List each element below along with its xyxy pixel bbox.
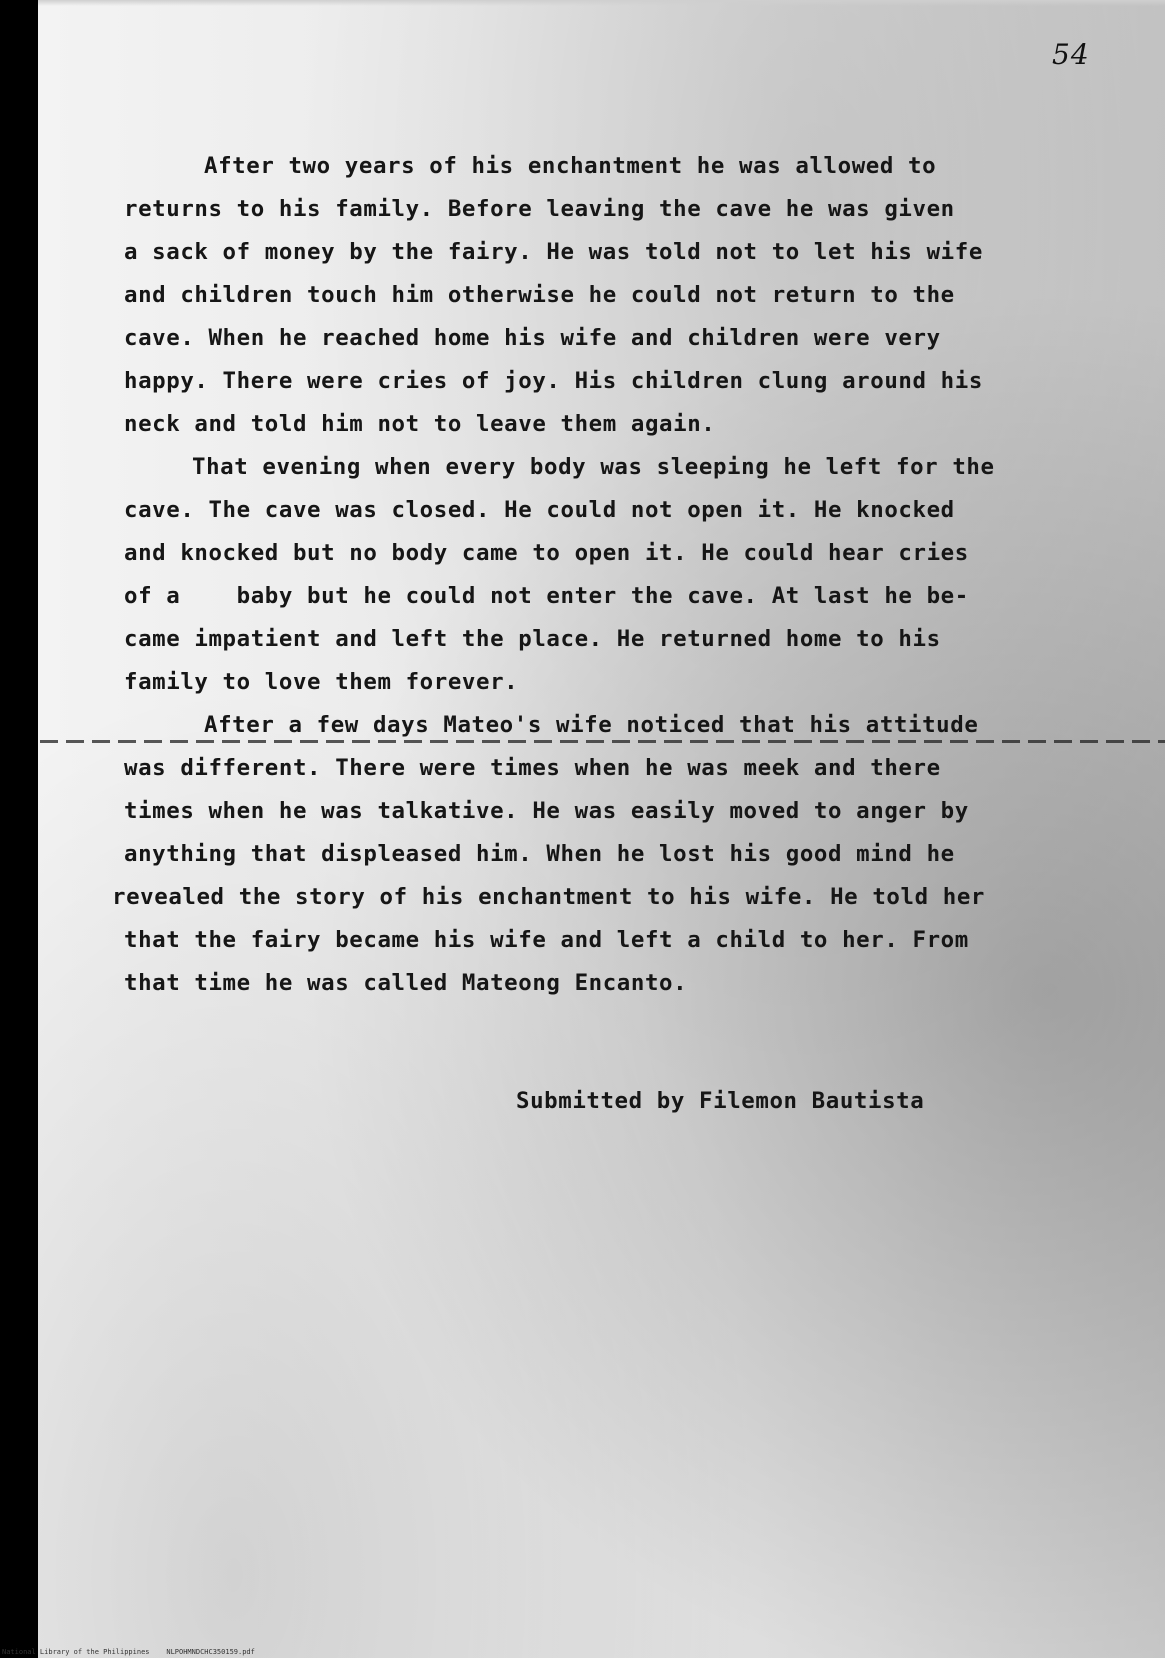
paragraph-1-line-1: After two years of his enchantment he was allowed to: [204, 153, 937, 179]
paragraph-3-line-7: that time he was called Mateong Encanto.: [124, 970, 688, 996]
paragraph-1-line-3: a sack of money by the fairy. He was told not to let his wife: [124, 239, 983, 265]
paragraph-3-line-4: anything that displeased him. When he lost his good mind he: [124, 841, 955, 867]
paragraph-1-line-2: returns to his family. Before leaving the cave he was given: [124, 196, 955, 222]
paragraph-2-line-3: and knocked but no body came to open it. He could hear cries: [124, 540, 969, 566]
fold-crease: [40, 740, 1165, 743]
paragraph-3-line-3: times when he was talkative. He was easily moved to anger by: [124, 798, 969, 824]
paragraph-3-line-2: was different. There were times when he was meek and there: [124, 755, 941, 781]
scan-left-edge: [0, 0, 38, 1658]
paragraph-1-line-5: cave. When he reached home his wife and children were very: [124, 325, 941, 351]
scan-top-edge: [38, 0, 1165, 6]
page-number: 54: [1052, 38, 1090, 71]
paragraph-2-line-6: family to love them forever.: [124, 669, 519, 695]
paragraph-3-line-1: After a few days Mateo's wife noticed that his attitude: [204, 712, 979, 738]
signature-line: Submitted by Filemon Bautista: [516, 1088, 925, 1114]
paragraph-3-line-6: that the fairy became his wife and left a child to her. From: [124, 927, 969, 953]
scan-footer: National Library of the Philippines NLPOHMNDCHC350159.pdf: [2, 1648, 255, 1656]
paragraph-2-line-1: That evening when every body was sleeping he left for the: [192, 454, 995, 480]
paragraph-2-line-4: of a baby but he could not enter the cave. At last he be-: [124, 583, 969, 609]
paragraph-1-line-4: and children touch him otherwise he could not return to the: [124, 282, 955, 308]
paragraph-2-line-2: cave. The cave was closed. He could not open it. He knocked: [124, 497, 955, 523]
paragraph-1-line-6: happy. There were cries of joy. His children clung around his: [124, 368, 983, 394]
paragraph-1-line-7: neck and told him not to leave them again.: [124, 411, 716, 437]
paragraph-2-line-5: came impatient and left the place. He returned home to his: [124, 626, 941, 652]
paragraph-3-line-5: revealed the story of his enchantment to his wife. He told her: [112, 884, 985, 910]
